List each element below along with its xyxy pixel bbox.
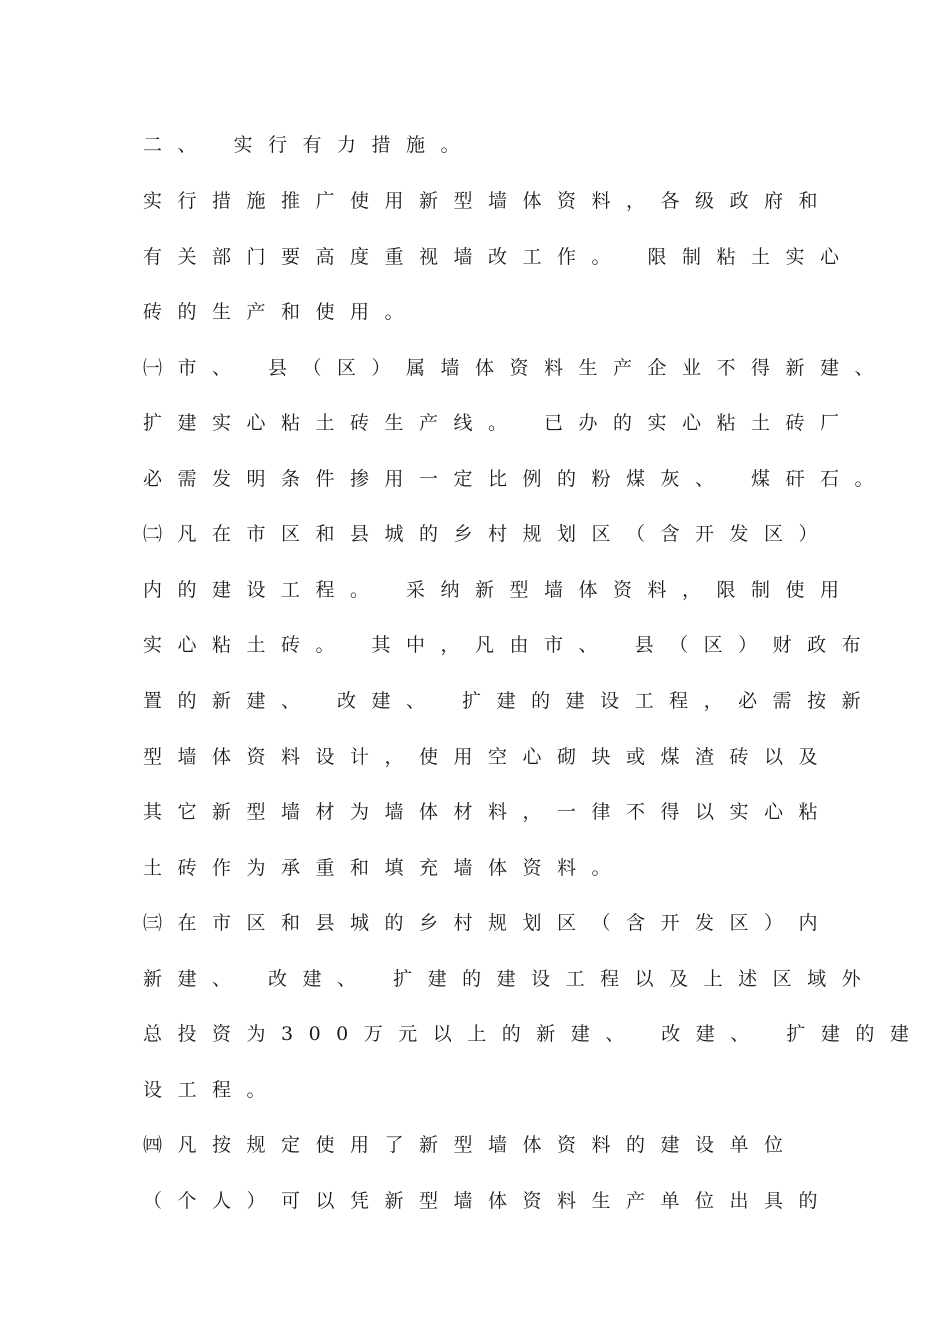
text-line: 砖的生产和使用。 — [143, 301, 420, 323]
text-line: 型墙体资料设计，使用空心砌块或煤渣砖以及 — [143, 746, 834, 768]
text-line: 必需发明条件掺用一定比例的粉煤灰、 煤矸石。 — [143, 468, 890, 490]
section-heading: 二、 实行有力措施。 — [143, 134, 476, 156]
text-line: ㈢在市区和县城的乡村规划区（含开发区）内 — [143, 912, 834, 934]
text-line: （个人）可以凭新型墙体资料生产单位出具的 — [143, 1190, 834, 1212]
text-line: ㈠市、 县（区）属墙体资料生产企业不得新建、 — [143, 357, 890, 379]
text-line: 实心粘土砖。 其中，凡由市、 县（区）财政布 — [143, 634, 877, 656]
text-line: 扩建实心粘土砖生产线。 已办的实心粘土砖厂 — [143, 412, 855, 434]
text-line: ㈡凡在市区和县城的乡村规划区（含开发区） — [143, 523, 834, 545]
text-line: 土砖作为承重和填充墙体资料。 — [143, 857, 627, 879]
text-line: 其它新型墙材为墙体材料，一律不得以实心粘 — [143, 801, 834, 823]
text-line: 实行措施推广使用新型墙体资料，各级政府和 — [143, 190, 834, 212]
text-line: 有关部门要高度重视墙改工作。 限制粘土实心 — [143, 246, 855, 268]
text-line: 新建、 改建、 扩建的建设工程以及上述区域外 — [143, 968, 877, 990]
text-line: 置的新建、 改建、 扩建的建设工程，必需按新 — [143, 690, 877, 712]
text-line: 总投资为300万元以上的新建、 改建、 扩建的建 — [143, 1023, 925, 1045]
text-line: ㈣凡按规定使用了新型墙体资料的建设单位 — [143, 1134, 799, 1156]
text-line: 设工程。 — [143, 1079, 282, 1101]
text-line: 内的建设工程。 采纳新型墙体资料，限制使用 — [143, 579, 855, 601]
